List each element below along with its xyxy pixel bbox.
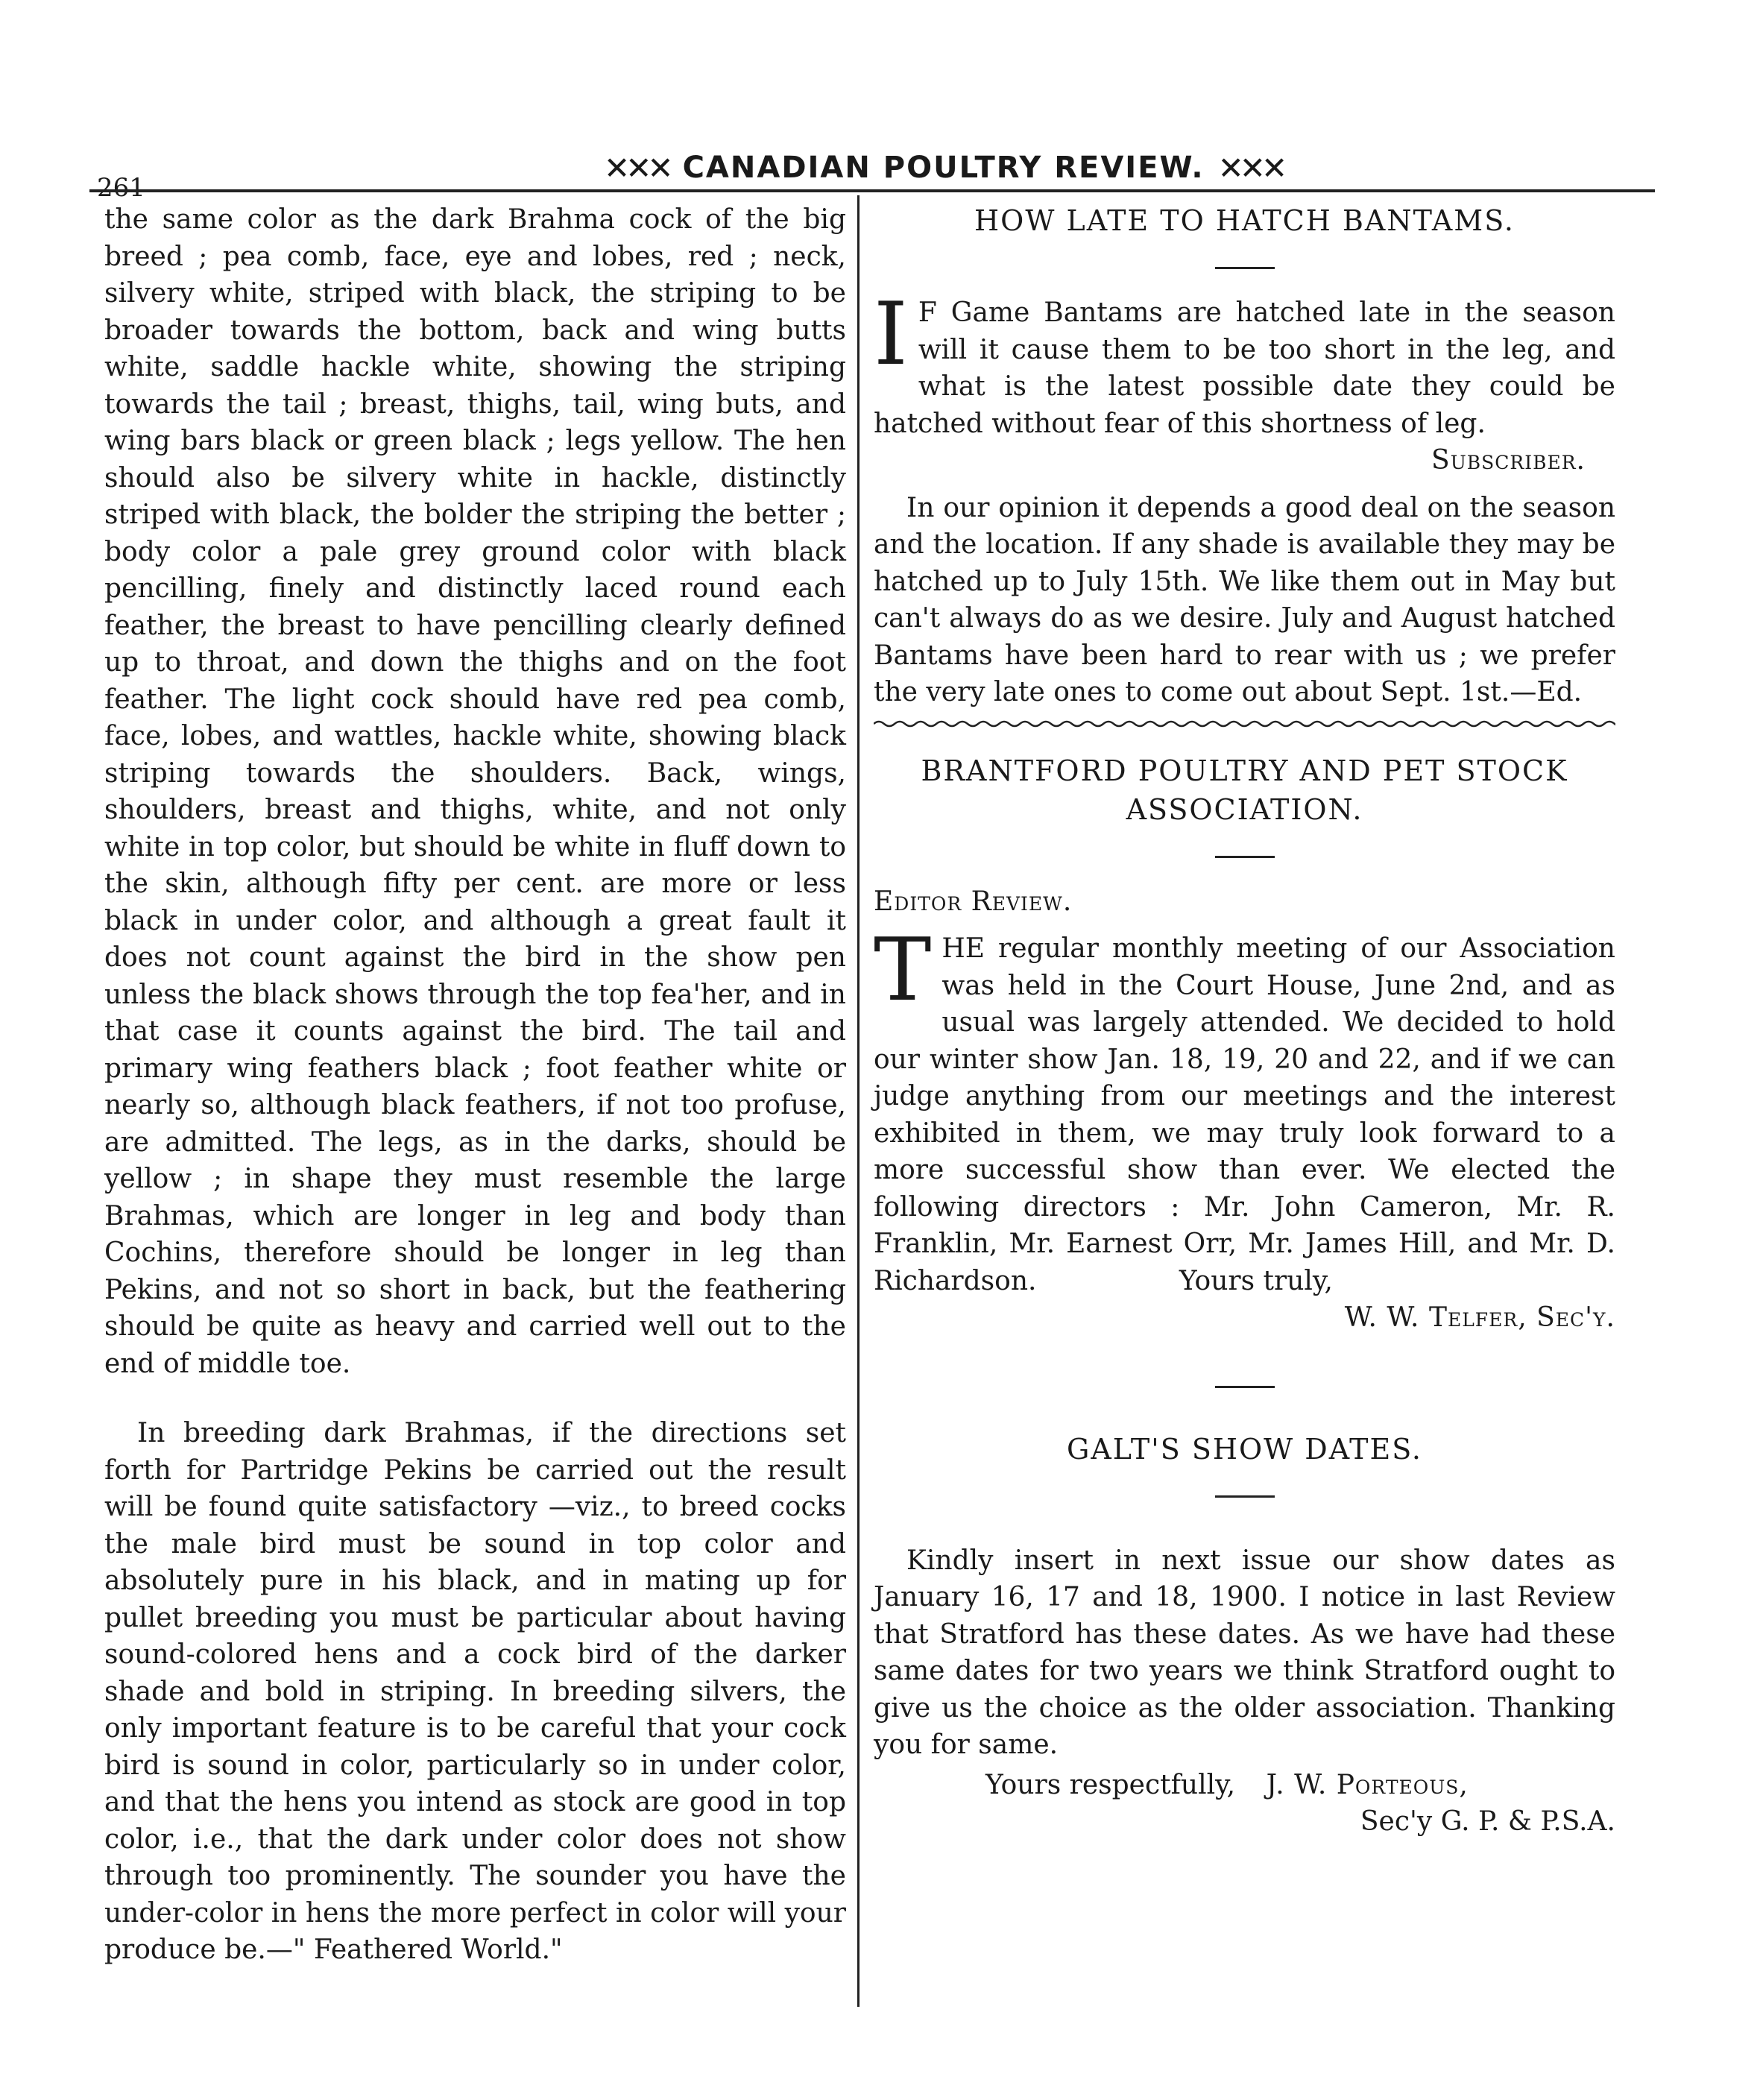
left-column [104, 201, 846, 1969]
breeding-paragraph: In breeding dark Brahmas, if the directions set forth for Partridge Pekins be carried out the result will be found quite satisfactory —viz., to breed cocks the male bird must be sound in top color and absolutely pure in his black, and in mating up for pullet breeding you must be particular about having sound-colored hens and a cock bird of the darker shade and bold in striping. In breeding silvers, the only important feature is to be careful that your cock bird is sound in color, particularly so in under color, and that the hens you intend as stock are good in top color, i.e., that the dark under color does not show through too prominently. The sounder you have the under-color in hens the more perfect in color will your produce be.—" Feathered World." [104, 1418, 846, 1965]
section-rule [1215, 1495, 1275, 1498]
drop-cap: T [874, 920, 932, 1021]
article-bantams-signature: Subscriber. [1431, 445, 1586, 476]
column-divider [857, 195, 860, 2007]
article-brantford-salutation: Editor Review. [874, 886, 1073, 917]
question-text: F Game Bantams are hatched late in the season will it cause them to be too short in the leg, and what is the latest possible date they could be hatched without fear of this shortness of leg. [874, 297, 1615, 439]
article-bantams-answer: In our opinion it depends a good deal on the season and the location. If any shade is available they may be hatched up to July 15th. We like them out in May but can't always do as we desire. July and August hatched Bantams have been hard to rear with us ; we prefer the very late ones to come out about Sept. 1st.—Ed. [874, 492, 1615, 707]
article-brantford [874, 751, 1615, 1337]
article-galt-title: GALT'S SHOW DATES. [1067, 1432, 1422, 1466]
article-bantams-question [874, 284, 1615, 442]
page-number: 261 [97, 173, 145, 203]
right-flourish-ornament: ✕✕✕ [1217, 149, 1284, 186]
article-brantford-body [874, 920, 1615, 1299]
article-brantford-closing: Yours truly, [1179, 1265, 1333, 1296]
masthead-title: CANADIAN POULTRY REVIEW. [682, 151, 1205, 185]
article-galt-closing-line: Yours respectfully, J. W. Porteous, [985, 1769, 1469, 1800]
drop-cap: I [874, 284, 908, 385]
left-flourish-ornament: ✕✕✕ [604, 149, 669, 186]
wavy-divider [874, 719, 1615, 729]
section-rule [1215, 856, 1275, 858]
article-galt [874, 1386, 1615, 1841]
article-bantams [874, 201, 1615, 711]
article-brantford-signature: W. W. Telfer, Sec'y. [1344, 1302, 1615, 1333]
header-rule [89, 189, 1655, 192]
section-rule [1215, 267, 1275, 269]
wavy-divider-line [874, 719, 1615, 729]
article-brantford-title: BRANTFORD POULTRY AND PET STOCK ASSOCIATION. [921, 754, 1568, 826]
body-text: HE regular monthly meeting of our Association was held in the Court House, June 2nd, and as usual was largely attended. We decided to hold our winter show Jan. 18, 19, 20 and 22, and if we can judge anything from our meetings and the interest exhibited in them, we may truly look forward to a more successful show than ever. We elected the following directors : Mr. John Cameron, Mr. R. Franklin, Mr. Earnest Orr, Mr. James Hill, and Mr. D. Richardson. [874, 933, 1615, 1296]
article-galt-body: Kindly insert in next issue our show dates as January 16, 17 and 18, 1900. I notice in last Review that Stratford has these dates. As we have had these same dates for two years we think Stratford ought to give us the choice as the older association. Thanking you for same. [874, 1545, 1615, 1760]
article-galt-signature-title: Sec'y G. P. & P.S.A. [1360, 1806, 1615, 1837]
article-bantams-title: HOW LATE TO HATCH BANTAMS. [974, 204, 1515, 237]
section-rule [1215, 1386, 1275, 1388]
breed-description-paragraph: the same color as the dark Brahma cock of the big breed ; pea comb, face, eye and lobes, red ; neck, silvery white, striped with black, the striping to be broader towards the bottom, back and wing butts white, saddle hackle white, showing the striping towards the tail ; breast, thighs, tail, wing buts, and wing bars black or green black ; legs yellow. The hen should also be silvery white in hackle, distinctly striped with black, the bolder the striping the better ; body color a pale grey ground color with black pencilling, finely and distinctly laced round each feather, the breast to have pencilling clearly defined up to throat, and down the thighs and on the foot feather. The light cock should have red pea comb, face, lobes, and wattles, hackle white, showing black striping towards the shoulders. Back, wings, shoulders, breast and thighs, white, and not only white in top color, but should be white in fluff down to the skin, although fifty per cent. are more or less black in under color, and although a great fault it does not count against the bird in the show pen unless the black shows through the top fea'her, and in that case it counts against the bird. The tail and primary wing feathers black ; foot feather white or nearly so, although black feathers, if not too profuse, are admitted. The legs, as in the darks, should be yellow ; in shape they must resemble the large Brahmas, which are longer in leg and body than Cochins, therefore should be longer in leg than Pekins, and not so short in back, but the feathering should be quite as heavy and carried well out to the end of middle toe. [104, 204, 846, 1379]
right-column [874, 201, 1615, 1841]
